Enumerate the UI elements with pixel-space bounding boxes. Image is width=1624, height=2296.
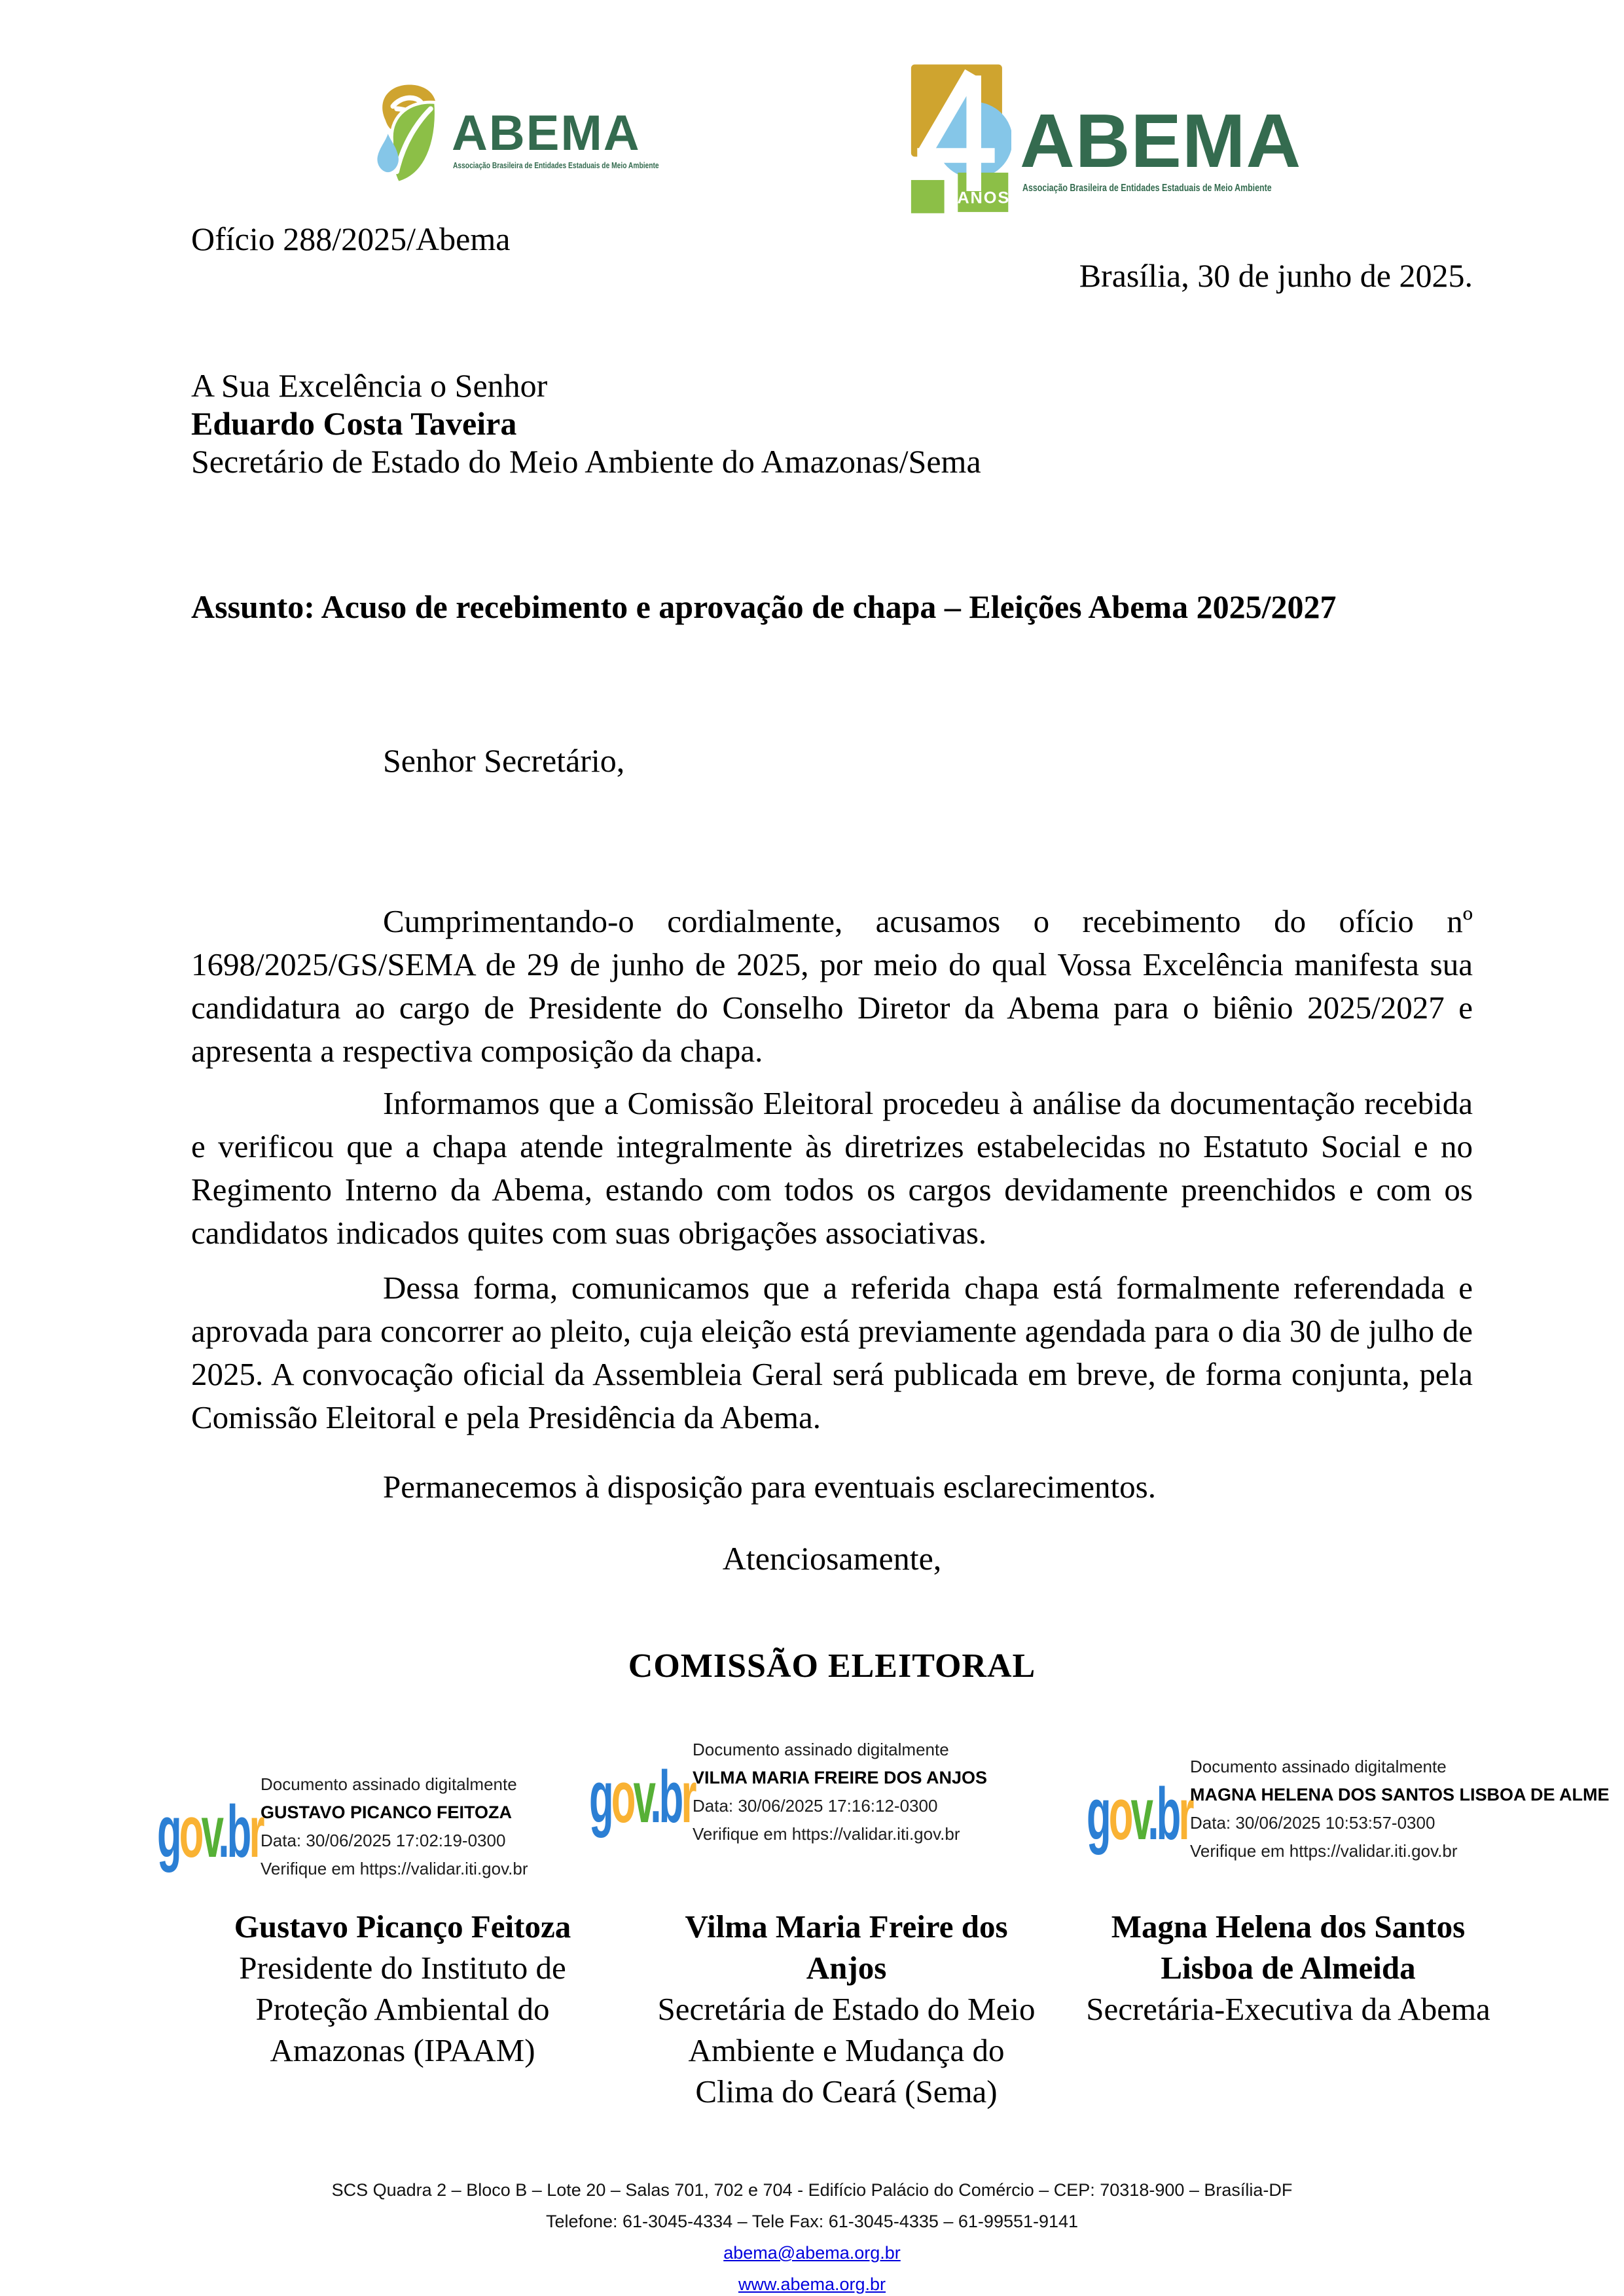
body-paragraph-4: Permanecemos à disposição para eventuais esclarecimentos. bbox=[383, 1469, 1156, 1505]
signer-block-1 bbox=[206, 1906, 599, 2071]
abema-logo-left-wordmark: ABEMA bbox=[452, 105, 641, 161]
abema-40-anos-icon bbox=[910, 62, 1011, 218]
addressee-salutation: A Sua Excelência o Senhor bbox=[191, 367, 548, 404]
place-date-line: Brasília, 30 de junho de 2025. bbox=[1079, 257, 1473, 294]
abema-logo-right-wordmark: ABEMA bbox=[1020, 98, 1302, 183]
signed-digitally-label: Documento assinado digitalmente bbox=[693, 1740, 949, 1759]
signature-date: Data: 30/06/2025 17:02:19-0300 bbox=[261, 1831, 506, 1850]
addressee-block bbox=[191, 367, 981, 480]
signature-stamp-1-text bbox=[261, 1770, 528, 1883]
signer-role: Secretária-Executiva da Abema bbox=[1086, 1991, 1490, 2027]
signature-stamp-2-text bbox=[693, 1736, 987, 1848]
body-paragraph-1: Cumprimentando-o cordialmente, acusamos o recebimento do ofício nº 1698/2025/GS/SEMA de 29 de junho de 2025, por meio do qual Vossa Excelência manifesta sua candidatura ao cargo de Presidente do Conselho Diretor da Abema para o biênio 2025/2027 e apresenta a respectiva composição da chapa. bbox=[191, 903, 1473, 1069]
document-reference: Ofício 288/2025/Abema bbox=[191, 221, 511, 257]
footer-website-link[interactable]: www.abema.org.br bbox=[738, 2274, 886, 2294]
anos-label: ANOS bbox=[957, 188, 1011, 207]
addressee-name: Eduardo Costa Taveira bbox=[191, 405, 517, 442]
signed-digitally-label: Documento assinado digitalmente bbox=[1190, 1757, 1447, 1776]
addressee-title: Secretário de Estado do Meio Ambiente do Amazonas/Sema bbox=[191, 443, 981, 480]
abema-logo-left-tagline: Associação Brasileira de Entidades Estaduais de Meio Ambiente bbox=[453, 161, 659, 170]
signer-name: VILMA MARIA FREIRE DOS ANJOS bbox=[693, 1768, 988, 1787]
signer-block-2 bbox=[650, 1906, 1043, 2112]
signer-block-3 bbox=[1079, 1906, 1498, 2030]
body-paragraph-2: Informamos que a Comissão Eleitoral procedeu à análise da documentação recebida e verificou que a chapa atende integralmente às diretrizes estabelecidas no Estatuto Social e no Regimento Interno da Abema, estando com todos os cargos devidamente preenchidos e com os candidatos indicados quites com suas obrigações associativas. bbox=[191, 1085, 1473, 1251]
abema-logo-right-tagline: Associação Brasileira de Entidades Estaduais de Meio Ambiente bbox=[1022, 183, 1272, 194]
signed-digitally-label: Documento assinado digitalmente bbox=[261, 1774, 517, 1794]
footer-phone: Telefone: 61-3045-4334 – Tele Fax: 61-3045-4335 – 61-99551-9141 bbox=[545, 2212, 1079, 2231]
abema-leaf-icon bbox=[357, 80, 440, 190]
signature-stamp-3-text bbox=[1190, 1753, 1610, 1865]
greeting-line: Senhor Secretário, bbox=[383, 742, 625, 779]
signer-display-name: Magna Helena dos Santos Lisboa de Almeida bbox=[1111, 1909, 1466, 1986]
govbr-logo: gov.br bbox=[1087, 1773, 1192, 1855]
footer-block bbox=[0, 2174, 1624, 2296]
signer-role: Presidente do Instituto de Proteção Ambiental do Amazonas (IPAAM) bbox=[239, 1950, 566, 2068]
committee-title: COMISSÃO ELEITORAL bbox=[628, 1647, 1036, 1685]
govbr-logo: gov.br bbox=[157, 1791, 262, 1873]
signature-verify-line: Verifique em https://validar.iti.gov.br bbox=[693, 1824, 960, 1844]
signer-name: MAGNA HELENA DOS SANTOS LISBOA DE ALME bbox=[1190, 1785, 1610, 1804]
footer-address: SCS Quadra 2 – Bloco B – Lote 20 – Salas 701, 702 e 704 - Edifício Palácio do Comércio – CEP: 70318-900 – Brasília-DF bbox=[331, 2180, 1293, 2200]
closing-line: Atenciosamente, bbox=[722, 1540, 942, 1577]
body-paragraph-3: Dessa forma, comunicamos que a referida chapa está formalmente referendada e aprovada para concorrer ao pleito, cuja eleição está previamente agendada para o dia 30 de julho de 2025. A convocação oficial da Assembleia Geral será publicada em breve, de forma conjunta, pela Comissão Eleitoral e pela Presidência da Abema. bbox=[191, 1270, 1473, 1435]
signature-verify-line: Verifique em https://validar.iti.gov.br bbox=[261, 1859, 528, 1878]
signer-name: GUSTAVO PICANCO FEITOZA bbox=[261, 1803, 513, 1822]
signer-display-name: Gustavo Picanço Feitoza bbox=[234, 1909, 571, 1945]
signature-date: Data: 30/06/2025 17:16:12-0300 bbox=[693, 1796, 938, 1816]
signer-role: Secretária de Estado do Meio Ambiente e Mudança do Clima do Ceará (Sema) bbox=[657, 1991, 1036, 2109]
signer-display-name: Vilma Maria Freire dos Anjos bbox=[685, 1909, 1008, 1986]
govbr-logo: gov.br bbox=[589, 1756, 695, 1838]
signature-verify-line: Verifique em https://validar.iti.gov.br bbox=[1190, 1841, 1458, 1861]
signature-date: Data: 30/06/2025 10:53:57-0300 bbox=[1190, 1813, 1435, 1833]
footer-email-link[interactable]: abema@abema.org.br bbox=[723, 2243, 901, 2263]
subject-line: Assunto: Acuso de recebimento e aprovação de chapa – Eleições Abema 2025/2027 bbox=[191, 588, 1337, 625]
